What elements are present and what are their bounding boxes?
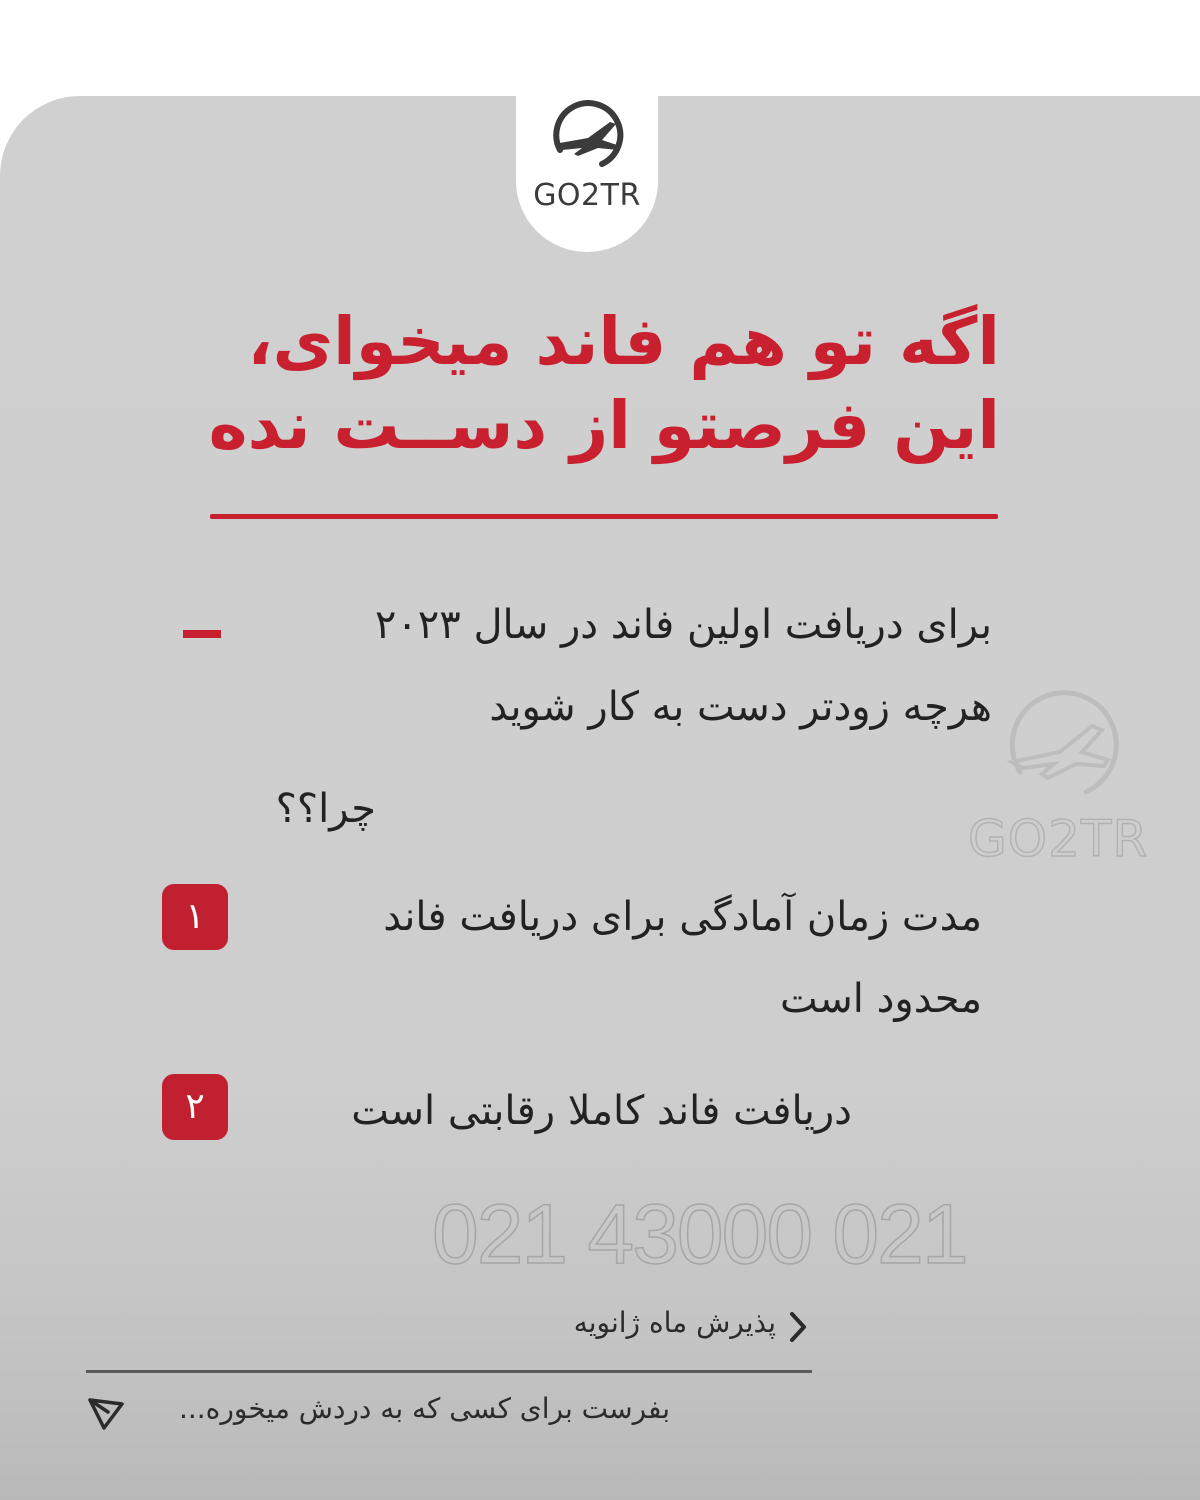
reason-1-line-1: مدت زمان آمادگی برای دریافت فاند [383,894,982,940]
tag-label[interactable]: پذیرش ماه ژانویه [573,1306,776,1339]
share-caption[interactable]: بفرست برای کسی که به دردش میخوره... [178,1392,670,1425]
reason-1-text [236,876,982,1040]
intro-line-2: هرچه زودتر دست به کار شوید [489,684,992,730]
airplane-globe-icon [540,100,630,176]
headline-divider [210,514,998,519]
chevron-left-icon[interactable] [786,1310,810,1344]
watermark-airplane-icon [990,686,1124,810]
watermark-wordmark: GO2TR [968,810,1149,868]
reason-2-text: دریافت فاند کاملا رقابتی است [351,1088,852,1134]
reason-number-badge: ۱ [162,884,228,950]
intro-line-1: برای دریافت اولین فاند در سال ۲۰۲۳ [374,602,992,648]
intro-question: چرا؟؟ [275,786,376,832]
headline-line-1: اگه تو هم فاند میخوای، [247,303,1000,380]
reason-1-line-2: محدود است [780,976,982,1022]
headline [150,300,1000,468]
bullet-dash [183,630,221,638]
send-icon[interactable] [86,1396,126,1432]
headline-line-2: این فرصتو از دســت نده [208,387,1000,464]
reason-number-badge: ۲ [162,1074,228,1140]
logo-wordmark: GO2TR [533,178,641,213]
phone-watermark: 021 43000 021 [432,1187,967,1281]
intro-text [236,584,992,748]
footer-divider [86,1370,812,1373]
